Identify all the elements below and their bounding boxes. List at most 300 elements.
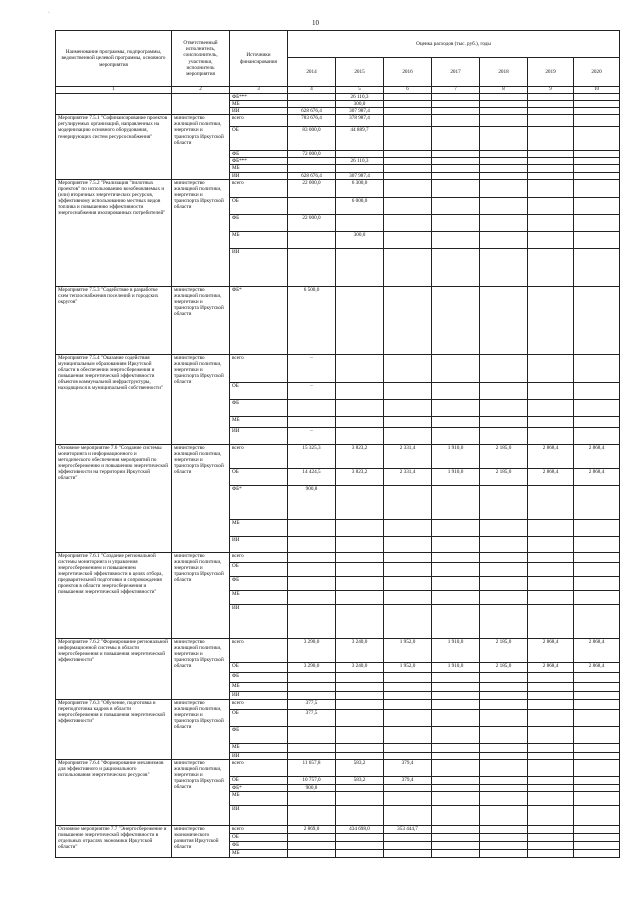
program-name-cell: Основное мероприятие 7.7 "Энергосбережение и повышение энергетической эффективности в отдельных отраслях экономики Иркутской области" xyxy=(56,825,172,857)
amount-cell xyxy=(288,726,336,743)
program-name-cell: Мероприятие 7.5.4 "Оказание содействия муниципальным образованиям Иркутской области в обеспечении энергосбережения и повышения энергетической эффективности объектов коммунальной инфраструктуры, находящихся в муниципальной собственности" xyxy=(56,354,172,444)
amount-cell xyxy=(288,604,336,638)
table-row xyxy=(56,699,620,709)
amount-cell xyxy=(432,519,480,536)
amount-cell: 2 869,0 xyxy=(288,825,336,833)
amount-cell xyxy=(528,590,574,604)
amount-cell xyxy=(432,552,480,562)
amount-cell xyxy=(432,849,480,857)
funding-source-cell: МБ xyxy=(230,743,288,752)
funding-source-cell: ИИ xyxy=(230,691,288,699)
funding-source-cell: всего xyxy=(230,638,288,662)
amount-cell xyxy=(336,672,384,682)
amount-cell: 26 110,3 xyxy=(336,158,384,165)
funding-source-cell: всего xyxy=(230,354,288,382)
funding-source-cell: ИИ xyxy=(230,248,288,286)
funding-source-cell: ОБ xyxy=(230,197,288,214)
amount-cell: 377,5 xyxy=(288,709,336,726)
amount-cell xyxy=(384,699,432,709)
amount-cell: 1 952,0 xyxy=(384,662,432,672)
amount-cell xyxy=(480,562,528,576)
amount-cell xyxy=(432,576,480,590)
column-index: 9 xyxy=(528,87,574,94)
funding-source-cell: ИИ xyxy=(230,427,288,444)
amount-cell xyxy=(528,576,574,590)
year-header: 2019 xyxy=(528,58,574,87)
amount-cell xyxy=(288,805,336,825)
amount-cell xyxy=(384,231,432,248)
amount-cell xyxy=(528,672,574,682)
amount-cell xyxy=(574,248,620,286)
amount-cell: – xyxy=(288,382,336,399)
column-index: 3 xyxy=(230,87,288,94)
amount-cell xyxy=(480,286,528,354)
table-row xyxy=(56,115,620,127)
amount-cell: 1 910,0 xyxy=(432,662,480,672)
amount-cell xyxy=(480,485,528,519)
amount-cell: 6 300,0 xyxy=(336,179,384,197)
amount-cell xyxy=(288,791,336,805)
program-name-cell: Мероприятие 7.6.1 "Создание региональной системы мониторинга и управления энергосбережением и повышением энергетической эффективности в целях отбора, предварительной подготовки и сопровождения проектов в области энергосбережения и повышения энергетической эффективности" xyxy=(56,552,172,638)
amount-cell xyxy=(574,127,620,151)
funding-source-cell: ИИ xyxy=(230,752,288,759)
amount-cell: – xyxy=(288,427,336,444)
amount-cell xyxy=(528,825,574,833)
funding-source-cell: всего xyxy=(230,552,288,562)
amount-cell xyxy=(432,382,480,399)
amount-cell: 1 910,0 xyxy=(432,638,480,662)
page-number: 10 xyxy=(312,19,319,27)
amount-cell xyxy=(480,94,528,101)
estimate-column-header: Оценка расходов (тыс. руб.), годы xyxy=(288,31,620,58)
amount-cell xyxy=(528,115,574,127)
amount-cell xyxy=(574,849,620,857)
amount-cell xyxy=(528,759,574,776)
amount-cell xyxy=(384,286,432,354)
amount-cell xyxy=(336,743,384,752)
table-row xyxy=(56,444,620,468)
amount-cell xyxy=(432,682,480,691)
responsible-cell: министерство жилищной политики, энергетики и транспорта Иркутской области xyxy=(172,552,230,638)
amount-cell xyxy=(288,519,336,536)
amount-cell xyxy=(288,101,336,108)
responsible-cell: министерство экономического развития Иркутской области xyxy=(172,825,230,857)
amount-cell xyxy=(480,165,528,172)
amount-cell xyxy=(432,115,480,127)
amount-cell xyxy=(574,399,620,416)
amount-cell xyxy=(528,841,574,849)
responsible-column-header: Ответственный исполнитель, соисполнитель, участники, исполнитель мероприятия xyxy=(172,31,230,87)
amount-cell xyxy=(480,108,528,115)
amount-cell: 26 110,3 xyxy=(336,94,384,101)
amount-cell: 307 987,4 xyxy=(336,172,384,179)
amount-cell xyxy=(480,536,528,552)
amount-cell: 6 500,0 xyxy=(288,286,336,354)
amount-cell: 3 823,2 xyxy=(336,444,384,468)
amount-cell xyxy=(528,172,574,179)
amount-cell xyxy=(384,197,432,214)
amount-cell xyxy=(574,743,620,752)
amount-cell: 2 331,4 xyxy=(384,444,432,468)
funding-source-cell: ОБ xyxy=(230,833,288,841)
amount-cell: 2 868,4 xyxy=(528,638,574,662)
amount-cell xyxy=(528,416,574,427)
top-mark: · xyxy=(48,10,50,16)
amount-cell xyxy=(528,158,574,165)
amount-cell xyxy=(336,709,384,726)
amount-cell xyxy=(574,427,620,444)
amount-cell xyxy=(574,776,620,784)
amount-cell xyxy=(384,536,432,552)
amount-cell xyxy=(480,776,528,784)
amount-cell: 2 868,4 xyxy=(574,638,620,662)
responsible-cell: министерство жилищной политики, энергетики и транспорта Иркутской области xyxy=(172,638,230,699)
funding-source-cell: МБ xyxy=(230,590,288,604)
amount-cell: 83 000,0 xyxy=(288,127,336,151)
amount-cell: 2 185,0 xyxy=(480,444,528,468)
amount-cell xyxy=(288,165,336,172)
amount-cell xyxy=(288,590,336,604)
amount-cell xyxy=(480,354,528,382)
funding-source-cell: ОБ xyxy=(230,468,288,485)
amount-cell xyxy=(336,682,384,691)
responsible-cell: министерство жилищной политики, энергетики и транспорта Иркутской области xyxy=(172,115,230,179)
amount-cell xyxy=(480,682,528,691)
amount-cell xyxy=(574,576,620,590)
program-name-cell: Мероприятие 7.5.1 "Софинансирование проектов регулируемых организаций, направленных на модернизацию основного оборудования, генерирующих систем ресурсоснабжения" xyxy=(56,115,172,179)
funding-source-cell: МБ xyxy=(230,682,288,691)
amount-cell xyxy=(384,791,432,805)
amount-cell xyxy=(336,416,384,427)
amount-cell xyxy=(528,562,574,576)
amount-cell xyxy=(574,179,620,197)
amount-cell xyxy=(528,849,574,857)
amount-cell xyxy=(432,590,480,604)
amount-cell xyxy=(288,752,336,759)
funding-source-cell: ФБ xyxy=(230,841,288,849)
funding-source-cell: ФБ xyxy=(230,151,288,158)
amount-cell xyxy=(528,399,574,416)
amount-cell: 14 424,5 xyxy=(288,468,336,485)
amount-cell xyxy=(528,94,574,101)
funding-source-cell: ФБ xyxy=(230,672,288,682)
amount-cell xyxy=(384,805,432,825)
program-name-cell: Мероприятие 7.5.2 "Реализация "пилотных проектов" по использованию возобновляемых и (или) вторичных энергетических ресурсов, эффективному использованию местных видов топлива и повышению эффективности энергоснабжения изолированных потребителей" xyxy=(56,179,172,286)
column-index: 7 xyxy=(432,87,480,94)
program-name-cell: Мероприятие 7.6.3 "Обучение, подготовка и переподготовка кадров в области энергосбережения и повышения энергетической эффективности" xyxy=(56,699,172,759)
amount-cell xyxy=(574,759,620,776)
amount-cell xyxy=(574,784,620,791)
amount-cell xyxy=(480,248,528,286)
funding-source-cell: всего xyxy=(230,759,288,776)
amount-cell xyxy=(574,726,620,743)
amount-cell xyxy=(528,354,574,382)
amount-cell xyxy=(480,172,528,179)
amount-cell xyxy=(384,576,432,590)
funding-source-cell: МБ xyxy=(230,165,288,172)
funding-source-cell: ОБ xyxy=(230,562,288,576)
amount-cell xyxy=(480,197,528,214)
funding-source-cell: ФБ* xyxy=(230,485,288,519)
amount-cell xyxy=(336,691,384,699)
amount-cell xyxy=(336,833,384,841)
amount-cell xyxy=(288,197,336,214)
amount-cell xyxy=(528,709,574,726)
amount-cell xyxy=(384,108,432,115)
amount-cell xyxy=(574,485,620,519)
amount-cell xyxy=(480,416,528,427)
funding-source-cell: ИИ xyxy=(230,108,288,115)
funding-source-cell: всего xyxy=(230,699,288,709)
amount-cell xyxy=(288,416,336,427)
amount-cell xyxy=(384,590,432,604)
amount-cell xyxy=(336,752,384,759)
amount-cell xyxy=(528,776,574,784)
amount-cell xyxy=(574,552,620,562)
amount-cell xyxy=(432,197,480,214)
amount-cell: 6 000,0 xyxy=(336,197,384,214)
amount-cell xyxy=(528,286,574,354)
amount-cell xyxy=(384,841,432,849)
table-row xyxy=(56,638,620,662)
amount-cell xyxy=(288,682,336,691)
amount-cell xyxy=(432,833,480,841)
amount-cell: 2 868,4 xyxy=(574,662,620,672)
amount-cell xyxy=(574,833,620,841)
amount-cell xyxy=(384,94,432,101)
amount-cell xyxy=(288,399,336,416)
column-index: 2 xyxy=(172,87,230,94)
amount-cell xyxy=(574,214,620,231)
amount-cell xyxy=(432,214,480,231)
amount-cell xyxy=(480,127,528,151)
amount-cell: 628 676,4 xyxy=(288,172,336,179)
amount-cell xyxy=(384,172,432,179)
amount-cell xyxy=(384,519,432,536)
amount-cell xyxy=(574,158,620,165)
amount-cell xyxy=(528,214,574,231)
amount-cell xyxy=(574,519,620,536)
amount-cell xyxy=(528,791,574,805)
amount-cell xyxy=(528,485,574,519)
funding-source-cell: ИИ xyxy=(230,172,288,179)
amount-cell xyxy=(384,151,432,158)
amount-cell: 900,8 xyxy=(288,784,336,791)
amount-cell: 3 823,2 xyxy=(336,468,384,485)
amount-cell xyxy=(528,165,574,172)
amount-cell xyxy=(336,485,384,519)
amount-cell xyxy=(528,231,574,248)
amount-cell xyxy=(574,536,620,552)
year-header: 2015 xyxy=(336,58,384,87)
funding-source-cell: ФБ* xyxy=(230,286,288,354)
amount-cell xyxy=(480,427,528,444)
amount-cell xyxy=(336,726,384,743)
amount-cell xyxy=(574,108,620,115)
amount-cell xyxy=(432,108,480,115)
funding-source-cell: ИИ xyxy=(230,604,288,638)
amount-cell xyxy=(432,399,480,416)
amount-cell: 3 240,0 xyxy=(336,662,384,672)
amount-cell xyxy=(384,562,432,576)
amount-cell xyxy=(480,519,528,536)
column-index: 6 xyxy=(384,87,432,94)
amount-cell xyxy=(574,752,620,759)
amount-cell xyxy=(432,759,480,776)
amount-cell xyxy=(480,604,528,638)
amount-cell xyxy=(288,562,336,576)
amount-cell: 15 325,3 xyxy=(288,444,336,468)
amount-cell xyxy=(432,784,480,791)
amount-cell xyxy=(528,248,574,286)
amount-cell xyxy=(336,562,384,576)
amount-cell xyxy=(432,165,480,172)
amount-cell xyxy=(288,576,336,590)
amount-cell xyxy=(432,151,480,158)
funding-source-cell: ФБ*** xyxy=(230,94,288,101)
amount-cell xyxy=(288,849,336,857)
amount-cell xyxy=(480,699,528,709)
table-row xyxy=(56,759,620,776)
amount-cell: 11 657,8 xyxy=(288,759,336,776)
amount-cell xyxy=(384,833,432,841)
amount-cell: 379,4 xyxy=(384,776,432,784)
amount-cell xyxy=(384,165,432,172)
funding-source-cell: ФБ xyxy=(230,576,288,590)
amount-cell: 434 698,0 xyxy=(336,825,384,833)
amount-cell xyxy=(480,382,528,399)
funding-source-cell: всего xyxy=(230,444,288,468)
funding-source-cell: ОБ xyxy=(230,662,288,672)
amount-cell xyxy=(384,604,432,638)
budget-table xyxy=(55,30,620,858)
amount-cell xyxy=(336,849,384,857)
amount-cell xyxy=(432,179,480,197)
amount-cell: 2 868,4 xyxy=(528,662,574,672)
responsible-cell: министерство жилищной политики, энергетики и транспорта Иркутской области xyxy=(172,699,230,759)
table-row xyxy=(56,179,620,197)
amount-cell xyxy=(432,805,480,825)
year-header: 2018 xyxy=(480,58,528,87)
table-row xyxy=(56,552,620,562)
amount-cell xyxy=(528,197,574,214)
amount-cell xyxy=(528,427,574,444)
amount-cell xyxy=(528,604,574,638)
amount-cell xyxy=(384,691,432,699)
table-row xyxy=(56,354,620,382)
amount-cell xyxy=(574,825,620,833)
amount-cell: 307 987,4 xyxy=(336,108,384,115)
amount-cell: 583,2 xyxy=(336,776,384,784)
year-header: 2020 xyxy=(574,58,620,87)
amount-cell xyxy=(384,709,432,726)
amount-cell xyxy=(432,158,480,165)
amount-cell xyxy=(432,691,480,699)
amount-cell xyxy=(336,519,384,536)
funding-source-cell: ОБ xyxy=(230,709,288,726)
year-header: 2014 xyxy=(288,58,336,87)
funding-source-cell: МБ xyxy=(230,101,288,108)
column-index: 1 xyxy=(56,87,172,94)
amount-cell xyxy=(432,354,480,382)
funding-source-cell: ФБ*** xyxy=(230,158,288,165)
amount-cell xyxy=(384,726,432,743)
amount-cell xyxy=(336,354,384,382)
amount-cell xyxy=(480,743,528,752)
amount-cell xyxy=(384,485,432,519)
amount-cell xyxy=(384,101,432,108)
amount-cell xyxy=(574,172,620,179)
amount-cell xyxy=(432,536,480,552)
amount-cell xyxy=(384,743,432,752)
amount-cell xyxy=(432,726,480,743)
program-column-header: Наименование программы, подпрограммы, ведомственной целевой программы, основного мероприятия xyxy=(56,31,172,87)
amount-cell: 2 868,4 xyxy=(574,444,620,468)
year-header: 2017 xyxy=(432,58,480,87)
amount-cell xyxy=(480,726,528,743)
amount-cell xyxy=(480,158,528,165)
amount-cell xyxy=(336,805,384,825)
amount-cell xyxy=(574,416,620,427)
amount-cell xyxy=(384,672,432,682)
amount-cell xyxy=(432,743,480,752)
amount-cell xyxy=(528,552,574,562)
program-name-cell xyxy=(56,94,172,115)
amount-cell xyxy=(480,805,528,825)
amount-cell: 22 000,0 xyxy=(288,214,336,231)
amount-cell xyxy=(480,791,528,805)
amount-cell: 1 910,0 xyxy=(432,468,480,485)
amount-cell xyxy=(336,576,384,590)
amount-cell: 1 910,0 xyxy=(432,444,480,468)
funding-source-cell: МБ xyxy=(230,519,288,536)
amount-cell xyxy=(384,127,432,151)
funding-source-cell: ОБ xyxy=(230,776,288,784)
amount-cell xyxy=(384,427,432,444)
amount-cell xyxy=(384,552,432,562)
amount-cell: 900,8 xyxy=(288,485,336,519)
responsible-cell: министерство жилищной политики, энергетики и транспорта Иркутской области xyxy=(172,759,230,825)
funding-source-cell: МБ xyxy=(230,416,288,427)
amount-cell xyxy=(528,699,574,709)
amount-cell xyxy=(528,127,574,151)
amount-cell xyxy=(528,726,574,743)
year-header: 2016 xyxy=(384,58,432,87)
amount-cell xyxy=(528,784,574,791)
amount-cell xyxy=(432,286,480,354)
amount-cell xyxy=(432,699,480,709)
program-name-cell: Основное мероприятие 7.6 "Создание системы мониторинга и информационного и методического обеспечения мероприятий по энергосбережению и повышению энергетической эффективности на территории Иркутской области" xyxy=(56,444,172,552)
amount-cell xyxy=(528,536,574,552)
amount-cell xyxy=(384,784,432,791)
amount-cell xyxy=(432,776,480,784)
amount-cell xyxy=(528,743,574,752)
amount-cell xyxy=(574,672,620,682)
amount-cell xyxy=(336,214,384,231)
funding-source-cell: ФБ xyxy=(230,726,288,743)
amount-cell xyxy=(288,833,336,841)
amount-cell xyxy=(574,115,620,127)
amount-cell xyxy=(432,791,480,805)
amount-cell xyxy=(384,248,432,286)
amount-cell xyxy=(432,752,480,759)
funding-source-cell: ФБ xyxy=(230,214,288,231)
funding-source-cell: всего xyxy=(230,825,288,833)
amount-cell xyxy=(480,849,528,857)
amount-cell: 2 868,4 xyxy=(528,468,574,485)
amount-cell: 377,5 xyxy=(288,699,336,709)
funding-source-cell: ОБ xyxy=(230,127,288,151)
